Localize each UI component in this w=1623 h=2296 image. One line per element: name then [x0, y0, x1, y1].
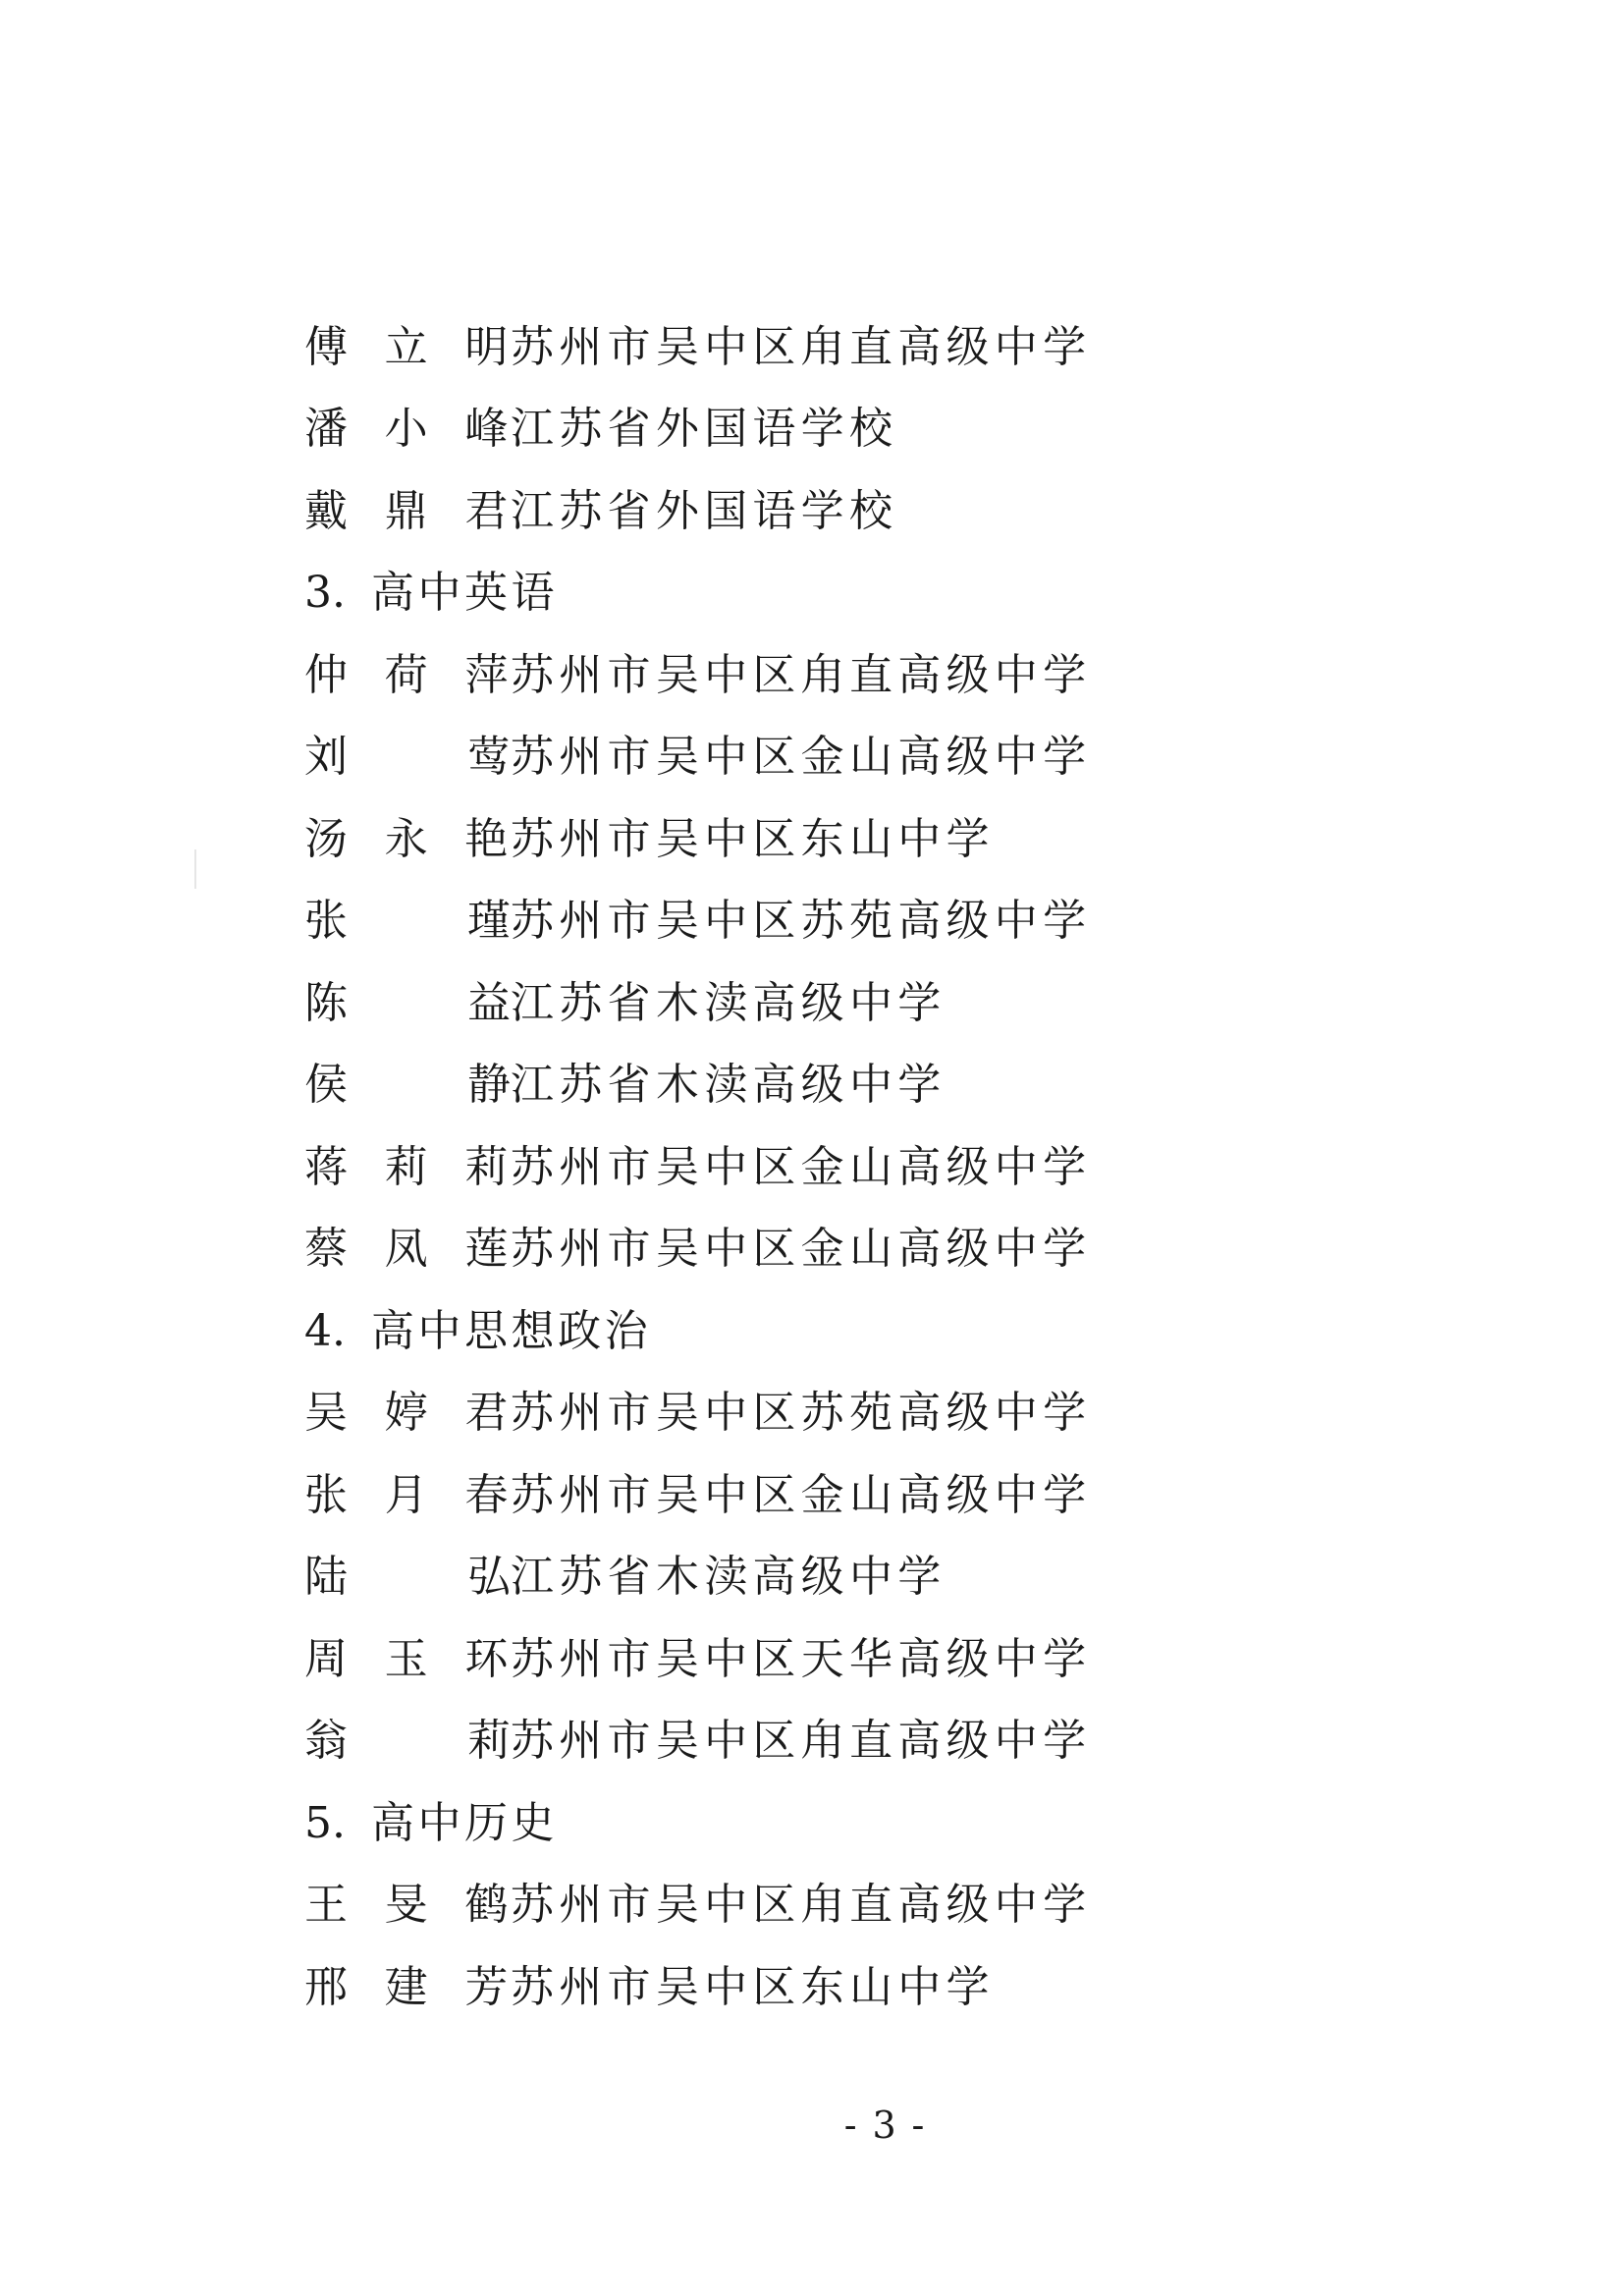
- teacher-entry: [304, 881, 1384, 963]
- school-name: 苏州市吴中区苏苑高级中学: [511, 1388, 1092, 1439]
- teacher-name: 戴 鼎 君: [304, 485, 511, 536]
- subject-title: 高中历史: [370, 1797, 559, 1848]
- teacher-entry: [304, 389, 1384, 471]
- teacher-name: 汤 永 艳: [304, 813, 511, 864]
- school-name: 苏州市吴中区甪直高级中学: [511, 321, 1092, 372]
- teacher-name: 侯 静: [304, 1060, 511, 1111]
- teacher-name: 周 玉 环: [304, 1633, 511, 1684]
- teacher-entry: [304, 1373, 1384, 1455]
- teacher-entry: [304, 1618, 1384, 1701]
- school-name: 苏州市吴中区金山高级中学: [511, 1224, 1092, 1275]
- teacher-list: [304, 306, 1384, 2029]
- teacher-entry: [304, 1865, 1384, 1947]
- subject-number: 5.: [304, 1797, 346, 1848]
- teacher-name: 王 旻 鹤: [304, 1880, 511, 1931]
- subject-number: 3.: [304, 568, 346, 619]
- teacher-name: 陈 益: [304, 977, 511, 1028]
- school-name: 江苏省木渎高级中学: [511, 1552, 947, 1603]
- subject-number: 4.: [304, 1305, 346, 1356]
- teacher-entry: [304, 798, 1384, 881]
- subject-heading: [304, 553, 1384, 635]
- school-name: 苏州市吴中区金山高级中学: [511, 732, 1092, 783]
- school-name: 苏州市吴中区东山中学: [511, 813, 995, 864]
- school-name: 江苏省木渎高级中学: [511, 1060, 947, 1111]
- teacher-name: 傅 立 明: [304, 321, 511, 372]
- teacher-name: 蔡 凤 莲: [304, 1224, 511, 1275]
- teacher-name: 潘 小 峰: [304, 404, 511, 455]
- school-name: 苏州市吴中区金山高级中学: [511, 1141, 1092, 1192]
- teacher-entry: [304, 1045, 1384, 1127]
- school-name: 江苏省木渎高级中学: [511, 977, 947, 1028]
- teacher-entry: [304, 1946, 1384, 2029]
- teacher-name: 刘 莺: [304, 732, 511, 783]
- subject-heading: [304, 1782, 1384, 1865]
- scan-mark: [194, 849, 196, 889]
- teacher-entry: [304, 717, 1384, 799]
- teacher-name: 邢 建 芳: [304, 1961, 511, 2012]
- school-name: 苏州市吴中区甪直高级中学: [511, 1880, 1092, 1931]
- subject-title: 高中英语: [370, 568, 559, 619]
- teacher-name: 蒋 莉 莉: [304, 1141, 511, 1192]
- subject-title: 高中思想政治: [370, 1305, 652, 1356]
- school-name: 苏州市吴中区天华高级中学: [511, 1633, 1092, 1684]
- teacher-entry: [304, 1209, 1384, 1291]
- teacher-entry: [304, 1126, 1384, 1209]
- teacher-name: 张 瑾: [304, 896, 511, 947]
- teacher-entry: [304, 634, 1384, 717]
- school-name: 苏州市吴中区金山高级中学: [511, 1469, 1092, 1520]
- school-name: 苏州市吴中区甪直高级中学: [511, 649, 1092, 700]
- teacher-entry: [304, 962, 1384, 1045]
- teacher-entry: [304, 306, 1384, 389]
- school-name: 苏州市吴中区甪直高级中学: [511, 1716, 1092, 1767]
- teacher-name: 翁 莉: [304, 1716, 511, 1767]
- school-name: 苏州市吴中区苏苑高级中学: [511, 896, 1092, 947]
- teacher-name: 仲 荷 萍: [304, 649, 511, 700]
- school-name: 苏州市吴中区东山中学: [511, 1961, 995, 2012]
- teacher-entry: [304, 1701, 1384, 1783]
- subject-heading: [304, 1290, 1384, 1373]
- page-number: - 3 -: [843, 2104, 927, 2147]
- school-name: 江苏省外国语学校: [511, 485, 898, 536]
- school-name: 江苏省外国语学校: [511, 404, 898, 455]
- teacher-entry: [304, 1537, 1384, 1619]
- teacher-entry: [304, 470, 1384, 553]
- teacher-name: 张 月 春: [304, 1469, 511, 1520]
- teacher-name: 吴 婷 君: [304, 1388, 511, 1439]
- teacher-entry: [304, 1454, 1384, 1537]
- teacher-name: 陆 弘: [304, 1552, 511, 1603]
